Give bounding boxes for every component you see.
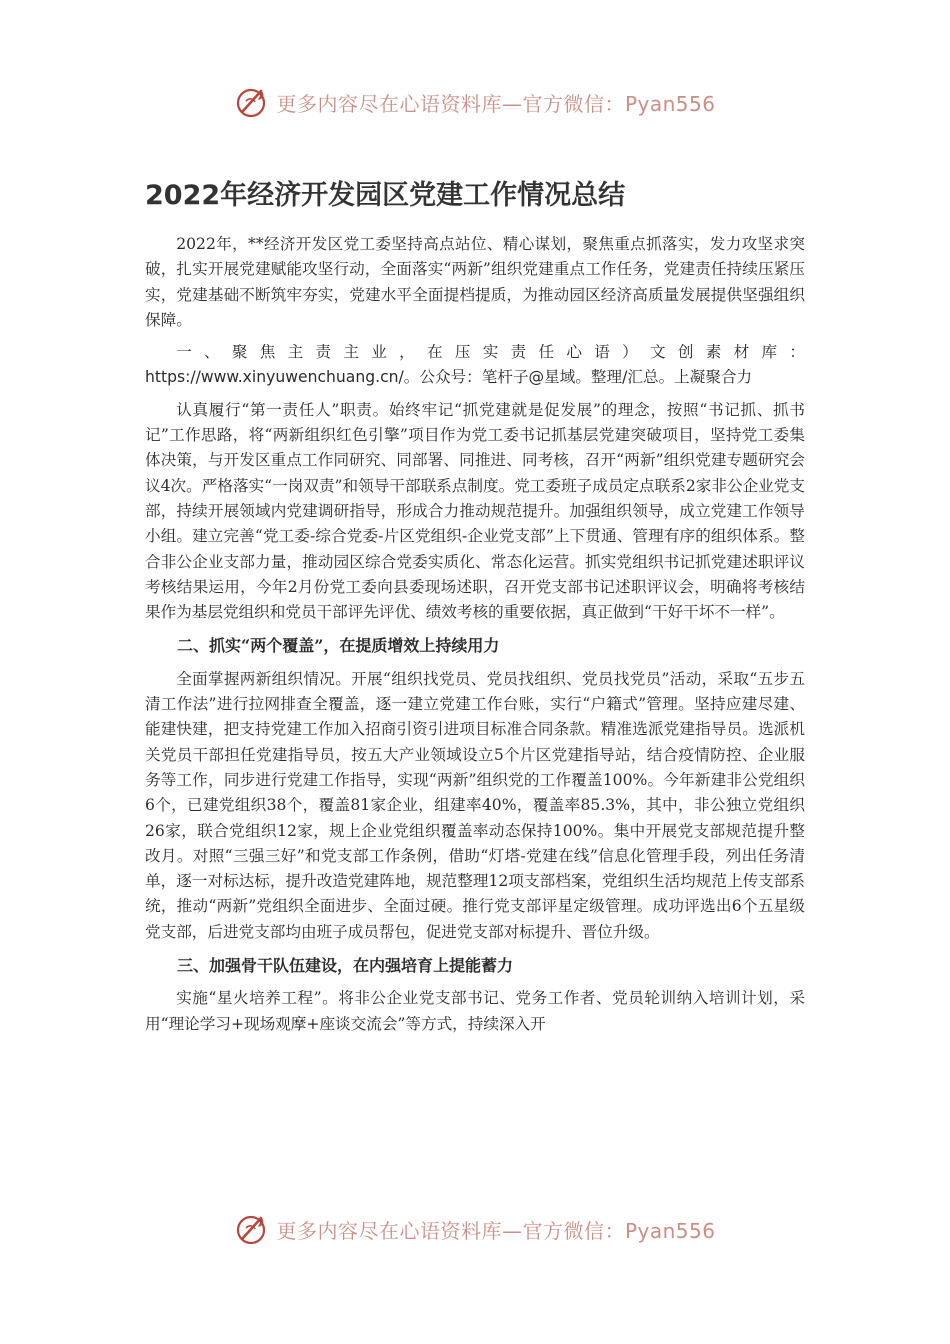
document-title: 2022年经济开发园区党建工作情况总结 [145, 180, 626, 211]
quill-circle-icon [234, 84, 270, 120]
banner-text: 更多内容尽在心语资料库—官方微信：Pyan556 [276, 91, 716, 116]
paragraph-intro: 2022年，**经济开发区党工委坚持高点站位、精心谋划，聚焦重点抓落实，发力攻坚求突破，扎实开展党建赋能攻坚行动，全面落实“两新”组织党建重点工作任务，党建责任持续压紧压实，党建基础不断筑牢夯实，党建水平全面提档提质，为推动园区经济高质量发展提供坚强组织保障。 [145, 235, 805, 329]
section-heading-3: 三、加强骨干队伍建设，在内强培育上提能蓄力 [177, 956, 514, 976]
paragraph-section-1: 认真履行“第一责任人”职责。始终牢记“抓党建就是促发展”的理念，按照“书记抓、抓书记”工作思路，将“两新组织红色引擎”项目作为党工委书记抓基层党建突破项目，坚持党工委集体决策，与开发区重点工作同研究、同部署、同推进、同考核，召开“两新”组织党建专题研究会议4次。严格落实“一岗双责”和领导干部联系点制度。党工委班子成员定点联系2家非公企业党支部，持续开展领域内党建调研指导，形成合力推动规范提升。加强组织领导，成立党建工作领导小组。建立完善“党工委-综合党委-片区党组织-企业党支部”上下贯通、管理有序的组织体系。整合非公企业支部力量，推动园区综合党委实质化、常态化运营。抓实党组织书记抓党建述职评议考核结果运用，今年2月份党工委向县委现场述职，召开党支部书记述职评议会，明确将考核结果作为基层党组织和党员干部评先评优、绩效考核的重要依据，真正做到“干好干坏不一样”。 [145, 400, 805, 622]
section-heading-1: 一、聚焦主责主业，在压实责任心语）文创素材库：https://www.xinyuwenchuang.cn/。公众号：笔杆子@星域。整理/汇总。上凝聚合力 [145, 343, 805, 387]
footer-watermark-banner [0, 1209, 950, 1249]
paragraph-section-2: 全面掌握两新组织情况。开展“组织找党员、党员找组织、党员找党员”活动，采取“五步五清工作法”进行拉网排查全覆盖，逐一建立党建工作台账，实行“户籍式”管理。坚持应建尽建、能建快建，把支持党建工作加入招商引资引进项目标准合同条款。精准选派党建指导员。选派机关党员干部担任党建指导员，按五大产业领域设立5个片区党建指导站，结合疫情防控、企业服务等工作，同步进行党建工作指导，实现“两新”组织党的工作覆盖100%。今年新建非公党组织6个，已建党组织38个，覆盖81家企业，组建率40%，覆盖率85.3%，其中，非公独立党组织26家，联合党组织12家，规上企业党组织覆盖率动态保持100%。集中开展党支部规范提升整改月。对照“三强三好”和党支部工作条例，借助“灯塔-党建在线”信息化管理手段，列出任务清单，逐一对标达标，提升改造党建阵地，规范整理12项支部档案，党组织生活均规范上传支部系统，推动“两新”党组织全面进步、全面过硬。推行党支部评星定级管理。成功评选出6个五星级党支部，后进党支部均由班子成员帮包，促进党支部对标提升、晋位升级。 [145, 669, 805, 941]
section-heading-2: 二、抓实“两个覆盖”，在提质增效上持续用力 [177, 636, 500, 656]
header-watermark-banner [0, 82, 950, 122]
paragraph-section-3: 实施“星火培养工程”。将非公企业党支部书记、党务工作者、党员轮训纳入培训计划，采用“理论学习+现场观摩+座谈交流会”等方式，持续深入开 [145, 989, 805, 1033]
banner-text: 更多内容尽在心语资料库—官方微信：Pyan556 [276, 1218, 716, 1243]
document-body [145, 232, 805, 1037]
quill-circle-icon [234, 1211, 270, 1247]
